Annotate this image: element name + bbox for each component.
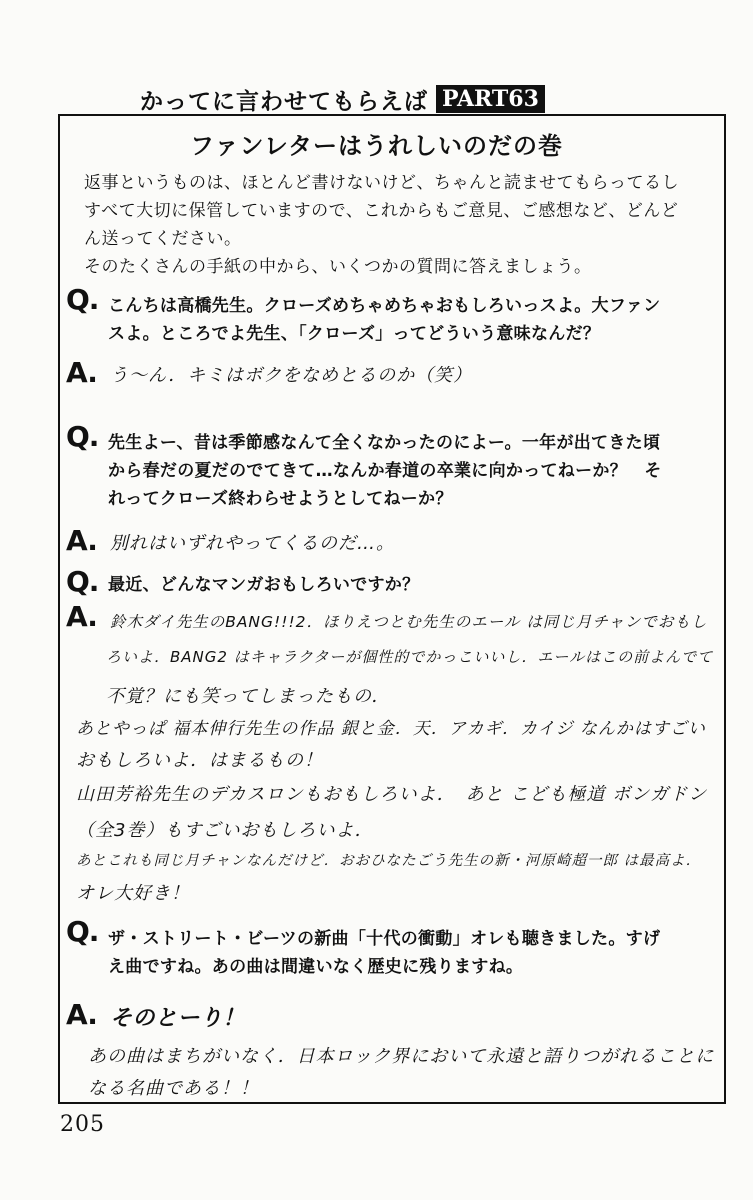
answer-line: おもしろいよ．はまるもの！	[76, 750, 323, 771]
answer-label: A.	[66, 524, 97, 557]
answer-line: 鈴木ダイ先生のBANG!!!2．ほりえつとむ先生のエール は同じ月チャンでおもし	[110, 613, 708, 631]
episode-title: ファンレターはうれしいのだの巻	[190, 132, 563, 160]
question-line: から春だの夏だのでてきて…なんか春道の卒業に向かってねーか？ そ	[108, 461, 662, 481]
question-line: れってクローズ終わらせようとしてねーか？	[108, 489, 453, 509]
question-line: 最近、どんなマンガおもしろいですか？	[108, 575, 420, 595]
intro-line: 返事というものは、ほとんど書けないけど、ちゃんと読ませてもらってるし	[84, 173, 679, 193]
question-line: え曲ですね。あの曲は間違いなく歴史に残りますね。	[108, 957, 524, 977]
question-label: Q.	[66, 915, 99, 948]
question-line: ザ・ストリート・ビーツの新曲「十代の衝動」オレも聴きました。すげ	[108, 929, 661, 949]
answer-line: あの曲はまちがいなく．日本ロック界において永遠と語りつがれることに	[88, 1046, 715, 1067]
question-label: Q.	[66, 565, 99, 598]
answer-line: （全3巻）もすごいおもしろいよ．	[76, 820, 374, 841]
question-line: 先生よー、昔は季節感なんて全くなかったのによー。一年が出てきた頃	[108, 433, 661, 453]
intro-line: そのたくさんの手紙の中から、いくつかの質問に答えましょう。	[84, 257, 592, 277]
intro-line: ん送ってください。	[84, 229, 242, 249]
answer-line: なる名曲である！！	[88, 1078, 259, 1099]
question-label: Q.	[66, 420, 99, 453]
answer-line: ろいよ．BANG2 はキャラクターが個性的でかっこいいし．エールはこの前よんでて	[106, 648, 714, 666]
question-line: スよ。ところでよ先生、「クローズ」ってどういう意味なんだ？	[108, 324, 601, 344]
page-number: 205	[60, 1112, 105, 1137]
answer-line: 山田芳裕先生のデカスロンもおもしろいよ． あと こども極道 ボンガドン	[76, 784, 708, 805]
answer-line: 別れはいずれやってくるのだ…。	[110, 533, 395, 554]
intro-line: すべて大切に保管していますので、これからもご意見、ご感想など、どんど	[84, 201, 679, 221]
answer-label: A.	[66, 356, 97, 389]
answer-line: あとこれも同じ月チャンなんだけど．おおひなたごう先生の新・河原崎超一郎 は最高よ．	[76, 853, 702, 869]
answer-label: A.	[66, 998, 97, 1031]
answer-line: オレ大好き！	[76, 883, 190, 904]
question-line: こんちは高橋先生。クローズめちゃめちゃおもしろいっスよ。大ファン	[108, 296, 661, 316]
answer-line: あとやっぱ 福本伸行先生の作品 銀と金．天．アカギ．カイジ なんかはすごい	[76, 719, 706, 739]
answer-line: う～ん．キミはボクをなめとるのか（笑）	[110, 365, 473, 386]
answer-label: A.	[66, 600, 97, 633]
question-label: Q.	[66, 283, 99, 316]
part-badge: PART63	[436, 85, 545, 113]
series-title: かってに言わせてもらえば	[140, 88, 428, 115]
answer-line: 不覚？にも笑ってしまったもの．	[106, 686, 391, 707]
page-header	[140, 82, 600, 116]
answer-line: そのとーり！	[110, 1006, 246, 1031]
